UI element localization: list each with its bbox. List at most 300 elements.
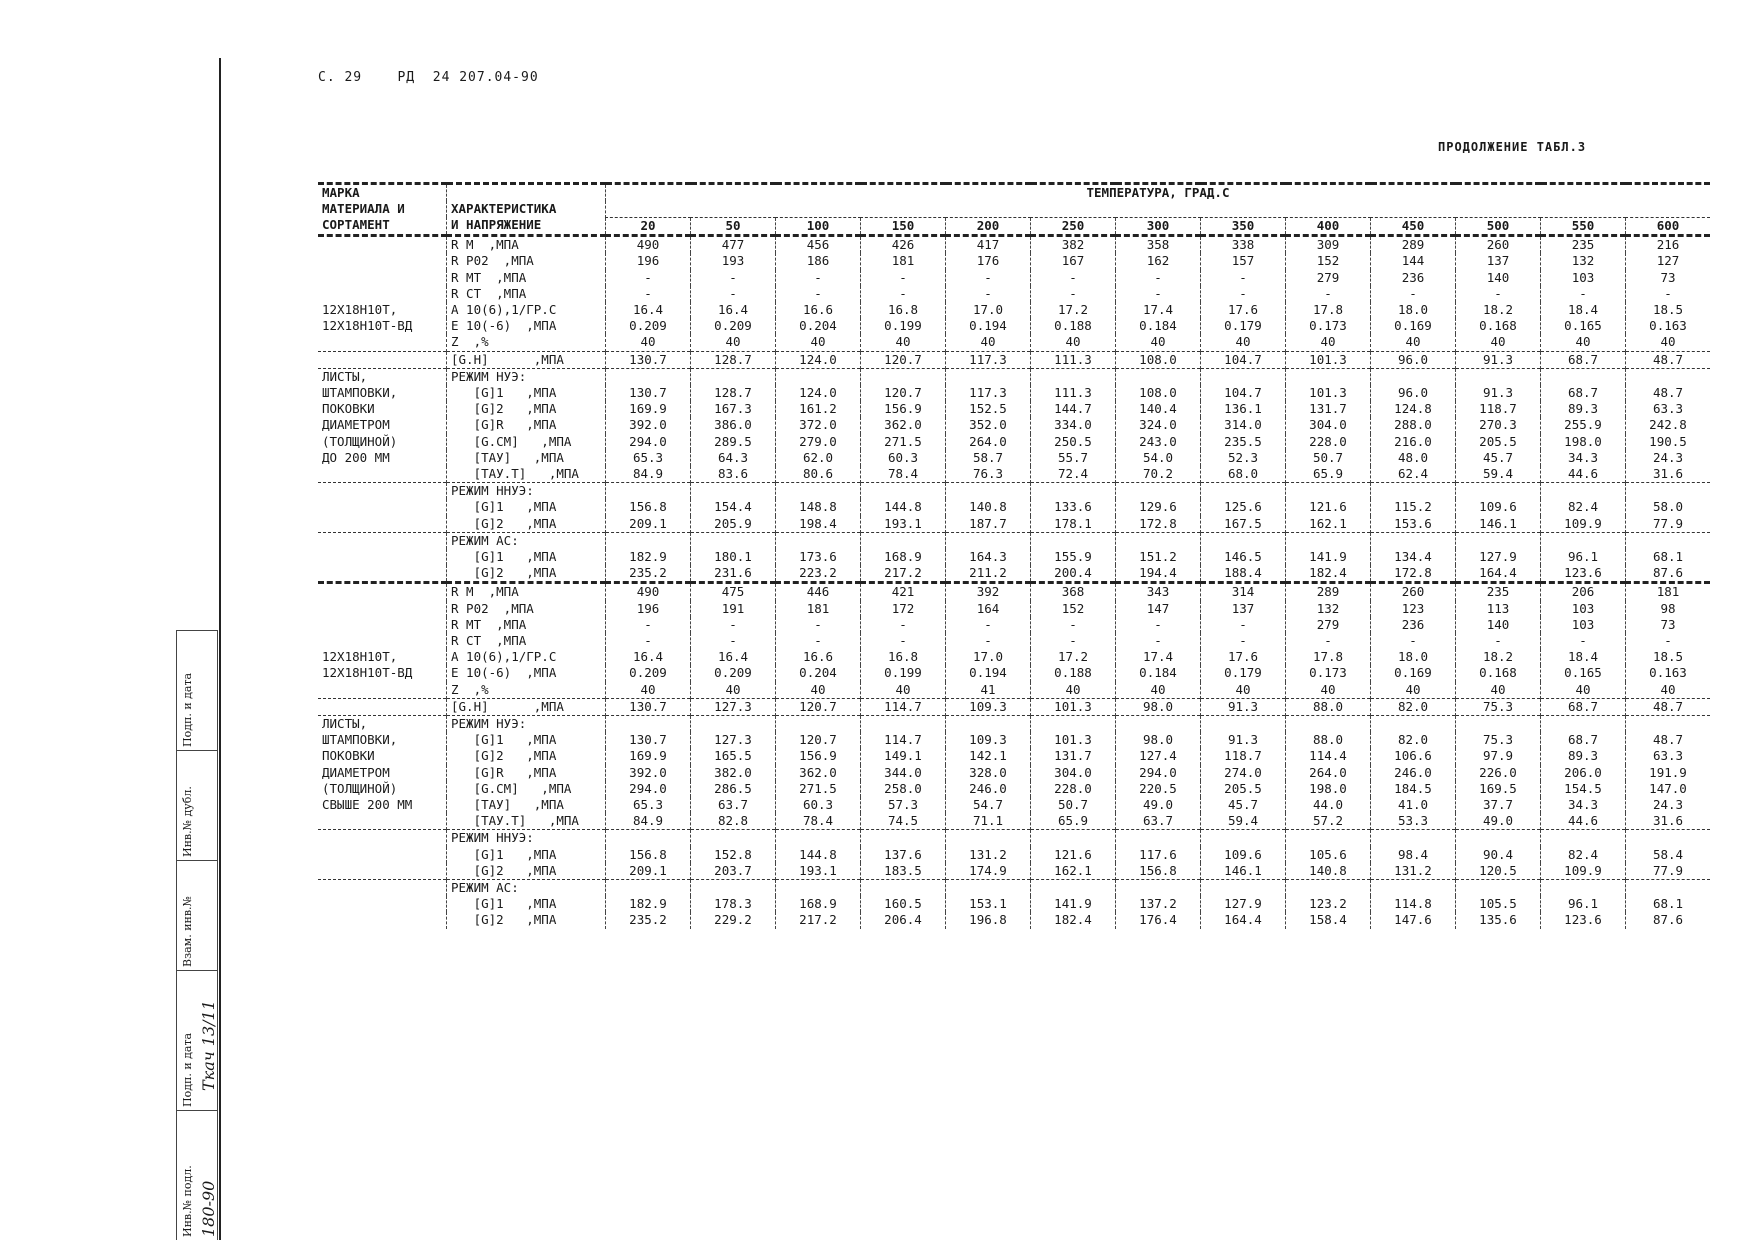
value-cell: 314 (1201, 584, 1286, 600)
value-cell: 255.9 (1541, 417, 1626, 433)
value-cell: 60.3 (776, 797, 861, 813)
value-cell: 123.6 (1541, 565, 1626, 583)
value-cell (1031, 716, 1116, 732)
value-cell: 63.7 (691, 797, 776, 813)
value-cell: 128.7 (691, 352, 776, 369)
value-cell: 123.2 (1286, 896, 1371, 912)
value-cell: - (946, 270, 1031, 286)
value-cell: 135.6 (1456, 912, 1541, 928)
value-cell: 104.7 (1201, 352, 1286, 369)
page-header: С. 29 РД 24 207.04-90 (318, 70, 539, 85)
value-cell (776, 369, 861, 385)
value-cell: 137.6 (861, 847, 946, 863)
value-cell: 158.4 (1286, 912, 1371, 928)
value-cell: - (776, 286, 861, 302)
value-cell: 131.7 (1286, 401, 1371, 417)
value-cell: 115.2 (1371, 499, 1456, 515)
mode-value-row (318, 813, 1710, 830)
value-cell: - (861, 286, 946, 302)
value-cell: 392 (946, 584, 1031, 600)
value-cell: 140 (1456, 270, 1541, 286)
value-cell (776, 483, 861, 499)
value-cell: 113 (1456, 601, 1541, 617)
value-cell: 172 (861, 601, 946, 617)
value-cell: 17.6 (1201, 302, 1286, 318)
material-cell (318, 286, 447, 302)
value-cell: 76.3 (946, 466, 1031, 483)
value-cell: 294.0 (606, 781, 691, 797)
property-row (318, 584, 1710, 600)
value-cell: 117.3 (946, 352, 1031, 369)
mode-value-row (318, 847, 1710, 863)
material-cell (318, 584, 447, 600)
value-cell (691, 369, 776, 385)
value-cell: 40 (1201, 334, 1286, 351)
value-cell: 17.2 (1031, 649, 1116, 665)
value-cell: 40 (946, 334, 1031, 351)
value-cell: 358 (1116, 237, 1201, 253)
value-cell: 59.4 (1201, 813, 1286, 830)
value-cell: 121.6 (1286, 499, 1371, 515)
stamp-label: Подп. и дата (181, 672, 194, 747)
material-cell: СВЫШЕ 200 ММ (322, 797, 413, 813)
value-cell: 65.3 (606, 450, 691, 466)
value-cell: 17.8 (1286, 649, 1371, 665)
value-cell: 31.6 (1626, 466, 1711, 483)
value-cell: 17.8 (1286, 302, 1371, 318)
header-characteristic: ХАРАКТЕРИСТИКА (447, 201, 606, 217)
value-cell: 132 (1286, 601, 1371, 617)
value-cell: 137 (1201, 601, 1286, 617)
value-cell: 120.7 (776, 699, 861, 716)
value-cell: 0.169 (1371, 665, 1456, 681)
value-cell: 182.9 (606, 549, 691, 565)
value-cell: 338 (1201, 237, 1286, 253)
value-cell: 490 (606, 237, 691, 253)
value-cell (691, 880, 776, 896)
value-cell: 186 (776, 253, 861, 269)
value-cell: 63.3 (1626, 748, 1711, 764)
mode-value-row (318, 401, 1710, 417)
value-cell: - (861, 270, 946, 286)
value-cell: 91.3 (1201, 699, 1286, 716)
characteristic-cell: [G]2 ,МПА (447, 912, 606, 928)
value-cell: 98 (1626, 601, 1711, 617)
value-cell: 82.0 (1371, 699, 1456, 716)
temperature-header: 350 (1201, 217, 1286, 235)
value-cell: 203.7 (691, 863, 776, 880)
value-cell: 103 (1541, 270, 1626, 286)
value-cell: 152.5 (946, 401, 1031, 417)
value-cell: - (1626, 286, 1711, 302)
value-cell: 89.3 (1541, 401, 1626, 417)
value-cell: 18.4 (1541, 302, 1626, 318)
value-cell: 31.6 (1626, 813, 1711, 830)
value-cell (1286, 483, 1371, 499)
value-cell: 50.7 (1031, 797, 1116, 813)
value-cell: 144.7 (1031, 401, 1116, 417)
value-cell: 153.1 (946, 896, 1031, 912)
value-cell: 101.3 (1031, 732, 1116, 748)
value-cell: 167.3 (691, 401, 776, 417)
value-cell: 40 (776, 682, 861, 699)
value-cell: 40 (1116, 334, 1201, 351)
value-cell (1626, 880, 1711, 896)
value-cell: 62.0 (776, 450, 861, 466)
value-cell: 191.9 (1626, 765, 1711, 781)
value-cell: 128.7 (691, 385, 776, 401)
value-cell: 309 (1286, 237, 1371, 253)
value-cell (1201, 369, 1286, 385)
value-cell: 182.9 (606, 896, 691, 912)
value-cell: 165.5 (691, 748, 776, 764)
value-cell: 65.3 (606, 797, 691, 813)
value-cell: 17.2 (1031, 302, 1116, 318)
value-cell: 456 (776, 237, 861, 253)
value-cell: - (1031, 633, 1116, 649)
value-cell: - (691, 633, 776, 649)
value-cell: 188.4 (1201, 565, 1286, 583)
mode-value-row (318, 516, 1710, 533)
value-cell (1541, 369, 1626, 385)
material-cell (318, 912, 447, 928)
value-cell: 55.7 (1031, 450, 1116, 466)
value-cell: 84.9 (606, 466, 691, 483)
value-cell: 40 (606, 334, 691, 351)
value-cell (1371, 533, 1456, 549)
characteristic-cell: R CT ,МПА (447, 286, 606, 302)
value-cell (1116, 533, 1201, 549)
value-cell: 164 (946, 601, 1031, 617)
value-cell: - (1456, 286, 1541, 302)
value-cell: 147.6 (1371, 912, 1456, 928)
value-cell: 68.0 (1201, 466, 1286, 483)
value-cell: 181 (776, 601, 861, 617)
value-cell: 0.199 (861, 318, 946, 334)
material-cell (318, 617, 447, 633)
mode-value-row (318, 765, 1710, 781)
value-cell: - (776, 633, 861, 649)
value-cell: 16.8 (861, 649, 946, 665)
value-cell: 168.9 (861, 549, 946, 565)
value-cell: 183.5 (861, 863, 946, 880)
value-cell (1541, 533, 1626, 549)
value-cell: 91.3 (1456, 352, 1541, 369)
value-cell (1541, 830, 1626, 846)
value-cell: 196.8 (946, 912, 1031, 928)
value-cell: 181 (861, 253, 946, 269)
value-cell (861, 369, 946, 385)
value-cell: 157 (1201, 253, 1286, 269)
value-cell (1116, 830, 1201, 846)
value-cell: 250.5 (1031, 434, 1116, 450)
value-cell (1456, 880, 1541, 896)
value-cell: 0.173 (1286, 318, 1371, 334)
value-cell: 264.0 (946, 434, 1031, 450)
value-cell: 246.0 (946, 781, 1031, 797)
value-cell: 180.1 (691, 549, 776, 565)
value-cell: 209.1 (606, 516, 691, 533)
value-cell: 152.8 (691, 847, 776, 863)
value-cell: 65.9 (1286, 466, 1371, 483)
mode-title-row (318, 716, 1710, 732)
value-cell: 78.4 (776, 813, 861, 830)
value-cell: 40 (1456, 682, 1541, 699)
value-cell: 140.8 (946, 499, 1031, 515)
value-cell: 109.3 (946, 699, 1031, 716)
temperature-header: 500 (1456, 217, 1541, 235)
value-cell: 57.2 (1286, 813, 1371, 830)
value-cell: 141.9 (1286, 549, 1371, 565)
material-cell: ПОКОВКИ (322, 748, 375, 764)
value-cell (1371, 716, 1456, 732)
value-cell: - (1626, 633, 1711, 649)
handwritten-inventory-number: 180-90 (199, 1180, 218, 1237)
material-cell (318, 334, 447, 351)
value-cell: 68.7 (1541, 385, 1626, 401)
value-cell: 17.6 (1201, 649, 1286, 665)
value-cell: 131.2 (1371, 863, 1456, 880)
value-cell: 178.3 (691, 896, 776, 912)
value-cell: 68.1 (1626, 896, 1711, 912)
characteristic-cell: [G]R ,МПА (447, 417, 606, 433)
value-cell: 216.0 (1371, 434, 1456, 450)
value-cell: 164.3 (946, 549, 1031, 565)
value-cell: 0.209 (606, 318, 691, 334)
value-cell: - (691, 617, 776, 633)
characteristic-cell: [G]1 ,МПА (447, 385, 606, 401)
value-cell (861, 880, 946, 896)
stamp-cell (177, 1110, 217, 1241)
value-cell: 16.8 (861, 302, 946, 318)
value-cell: 44.6 (1541, 813, 1626, 830)
value-cell: 136.1 (1201, 401, 1286, 417)
value-cell: 184.5 (1371, 781, 1456, 797)
value-cell: - (1371, 633, 1456, 649)
value-cell: 40 (1031, 334, 1116, 351)
property-row (318, 682, 1710, 699)
value-cell: 40 (776, 334, 861, 351)
property-row (318, 649, 1710, 665)
value-cell: 0.199 (861, 665, 946, 681)
value-cell: 73 (1626, 617, 1711, 633)
value-cell (861, 830, 946, 846)
value-cell: 77.9 (1626, 863, 1711, 880)
value-cell: 426 (861, 237, 946, 253)
value-cell: 289 (1371, 237, 1456, 253)
value-cell: 101.3 (1286, 352, 1371, 369)
value-cell: 146.1 (1201, 863, 1286, 880)
value-cell: 48.7 (1626, 699, 1711, 716)
material-cell (318, 896, 447, 912)
value-cell: 205.5 (1456, 434, 1541, 450)
value-cell (1456, 533, 1541, 549)
value-cell: 118.7 (1456, 401, 1541, 417)
value-cell: 58.7 (946, 450, 1031, 466)
header-row (318, 217, 1710, 235)
value-cell (1286, 880, 1371, 896)
value-cell: 71.1 (946, 813, 1031, 830)
value-cell (606, 716, 691, 732)
value-cell: 40 (1286, 334, 1371, 351)
value-cell (691, 533, 776, 549)
material-cell: 12Х18Н10Т, (322, 301, 398, 317)
property-row (318, 665, 1710, 681)
value-cell: 59.4 (1456, 466, 1541, 483)
characteristic-cell: R M ,МПА (447, 237, 606, 253)
stamp-label: Инв.№ дубл. (181, 786, 194, 857)
value-cell: 40 (1626, 682, 1711, 699)
value-cell: 18.0 (1371, 649, 1456, 665)
value-cell (1456, 483, 1541, 499)
value-cell: 49.0 (1116, 797, 1201, 813)
value-cell: 54.7 (946, 797, 1031, 813)
value-cell: 134.4 (1371, 549, 1456, 565)
value-cell: 193 (691, 253, 776, 269)
characteristic-cell: [G.CM] ,МПА (447, 781, 606, 797)
value-cell: 124.0 (776, 385, 861, 401)
value-cell: 155.9 (1031, 549, 1116, 565)
value-cell: 106.6 (1371, 748, 1456, 764)
value-cell (1031, 533, 1116, 549)
value-cell (606, 369, 691, 385)
value-cell: 17.4 (1116, 302, 1201, 318)
value-cell: 162.1 (1286, 516, 1371, 533)
value-cell: 88.0 (1286, 699, 1371, 716)
stamp-label: Подп. и дата (181, 1032, 194, 1107)
value-cell: 200.4 (1031, 565, 1116, 583)
value-cell (1456, 369, 1541, 385)
stamp-cell (177, 860, 217, 971)
value-cell: 40 (606, 682, 691, 699)
value-cell: 211.2 (946, 565, 1031, 583)
value-cell: 16.4 (606, 302, 691, 318)
value-cell: - (1201, 270, 1286, 286)
value-cell: 228.0 (1031, 781, 1116, 797)
value-cell: 127.9 (1201, 896, 1286, 912)
value-cell (1116, 716, 1201, 732)
value-cell: 475 (691, 584, 776, 600)
characteristic-cell: РЕЖИМ АС: (447, 880, 606, 896)
value-cell (1626, 830, 1711, 846)
value-cell (1371, 880, 1456, 896)
value-cell: 235.2 (606, 912, 691, 928)
value-cell: 152 (1286, 253, 1371, 269)
value-cell: 77.9 (1626, 516, 1711, 533)
material-cell (318, 253, 447, 269)
value-cell: 87.6 (1626, 912, 1711, 928)
characteristic-cell: [G.H] ,МПА (447, 352, 606, 369)
value-cell (1371, 483, 1456, 499)
value-cell: 40 (1371, 334, 1456, 351)
value-cell: 104.7 (1201, 385, 1286, 401)
value-cell: - (946, 633, 1031, 649)
value-cell: 62.4 (1371, 466, 1456, 483)
characteristic-cell: [G]1 ,МПА (447, 732, 606, 748)
value-cell: 152 (1031, 601, 1116, 617)
stamp-cell (177, 630, 217, 751)
value-cell: 127.4 (1116, 748, 1201, 764)
temperature-header: 450 (1371, 217, 1456, 235)
value-cell: 193.1 (776, 863, 861, 880)
value-cell: - (1031, 617, 1116, 633)
value-cell: 63.7 (1116, 813, 1201, 830)
value-cell: 264.0 (1286, 765, 1371, 781)
value-cell (1116, 483, 1201, 499)
value-cell: 191 (691, 601, 776, 617)
value-cell: 167 (1031, 253, 1116, 269)
value-cell: 153.6 (1371, 516, 1456, 533)
material-cell: ШТАМПОВКИ, (322, 384, 398, 400)
value-cell (1031, 830, 1116, 846)
document-side-stamp (176, 630, 218, 1240)
material-cell: 12Х18Н10Т-ВД (322, 665, 413, 681)
value-cell: 161.2 (776, 401, 861, 417)
value-cell (1201, 716, 1286, 732)
value-cell (606, 483, 691, 499)
value-cell: - (1201, 617, 1286, 633)
property-row (318, 318, 1710, 334)
value-cell: 50.7 (1286, 450, 1371, 466)
value-cell (1116, 369, 1201, 385)
value-cell: 53.3 (1371, 813, 1456, 830)
value-cell: 304.0 (1286, 417, 1371, 433)
characteristic-cell: [G]1 ,МПА (447, 499, 606, 515)
characteristic-cell: E 10(-6) ,МПА (447, 318, 606, 334)
value-cell: 0.165 (1541, 318, 1626, 334)
header-material: СОРТАМЕНТ (322, 217, 390, 233)
value-cell: 84.9 (606, 813, 691, 830)
value-cell (1371, 369, 1456, 385)
stamp-cell (177, 750, 217, 861)
value-cell: 279.0 (776, 434, 861, 450)
value-cell: 362.0 (861, 417, 946, 433)
value-cell (861, 716, 946, 732)
value-cell: 44.0 (1286, 797, 1371, 813)
material-cell: 12Х18Н10Т, (322, 649, 398, 665)
value-cell: 142.1 (946, 748, 1031, 764)
value-cell (1201, 533, 1286, 549)
value-cell (606, 880, 691, 896)
value-cell: 205.5 (1201, 781, 1286, 797)
value-cell: 72.4 (1031, 466, 1116, 483)
mode-value-row (318, 732, 1710, 748)
value-cell: 206.4 (861, 912, 946, 928)
value-cell: 121.6 (1031, 847, 1116, 863)
value-cell: 98.4 (1371, 847, 1456, 863)
mode-title-row (318, 533, 1710, 549)
value-cell: 386.0 (691, 417, 776, 433)
value-cell: 314.0 (1201, 417, 1286, 433)
value-cell: 477 (691, 237, 776, 253)
value-cell: 343 (1116, 584, 1201, 600)
value-cell: 181 (1626, 584, 1711, 600)
value-cell: 40 (1626, 334, 1711, 351)
value-cell (691, 830, 776, 846)
value-cell: 172.8 (1371, 565, 1456, 583)
stamp-cell (177, 970, 217, 1111)
material-cell (318, 699, 447, 716)
value-cell: 131.7 (1031, 748, 1116, 764)
value-cell: 114.8 (1371, 896, 1456, 912)
value-cell: 127.9 (1456, 549, 1541, 565)
material-cell: ЛИСТЫ, (322, 716, 368, 731)
value-cell: 196 (606, 253, 691, 269)
value-cell: 151.2 (1116, 549, 1201, 565)
value-cell: 127.3 (691, 699, 776, 716)
value-cell: - (946, 617, 1031, 633)
value-cell: 217.2 (861, 565, 946, 583)
